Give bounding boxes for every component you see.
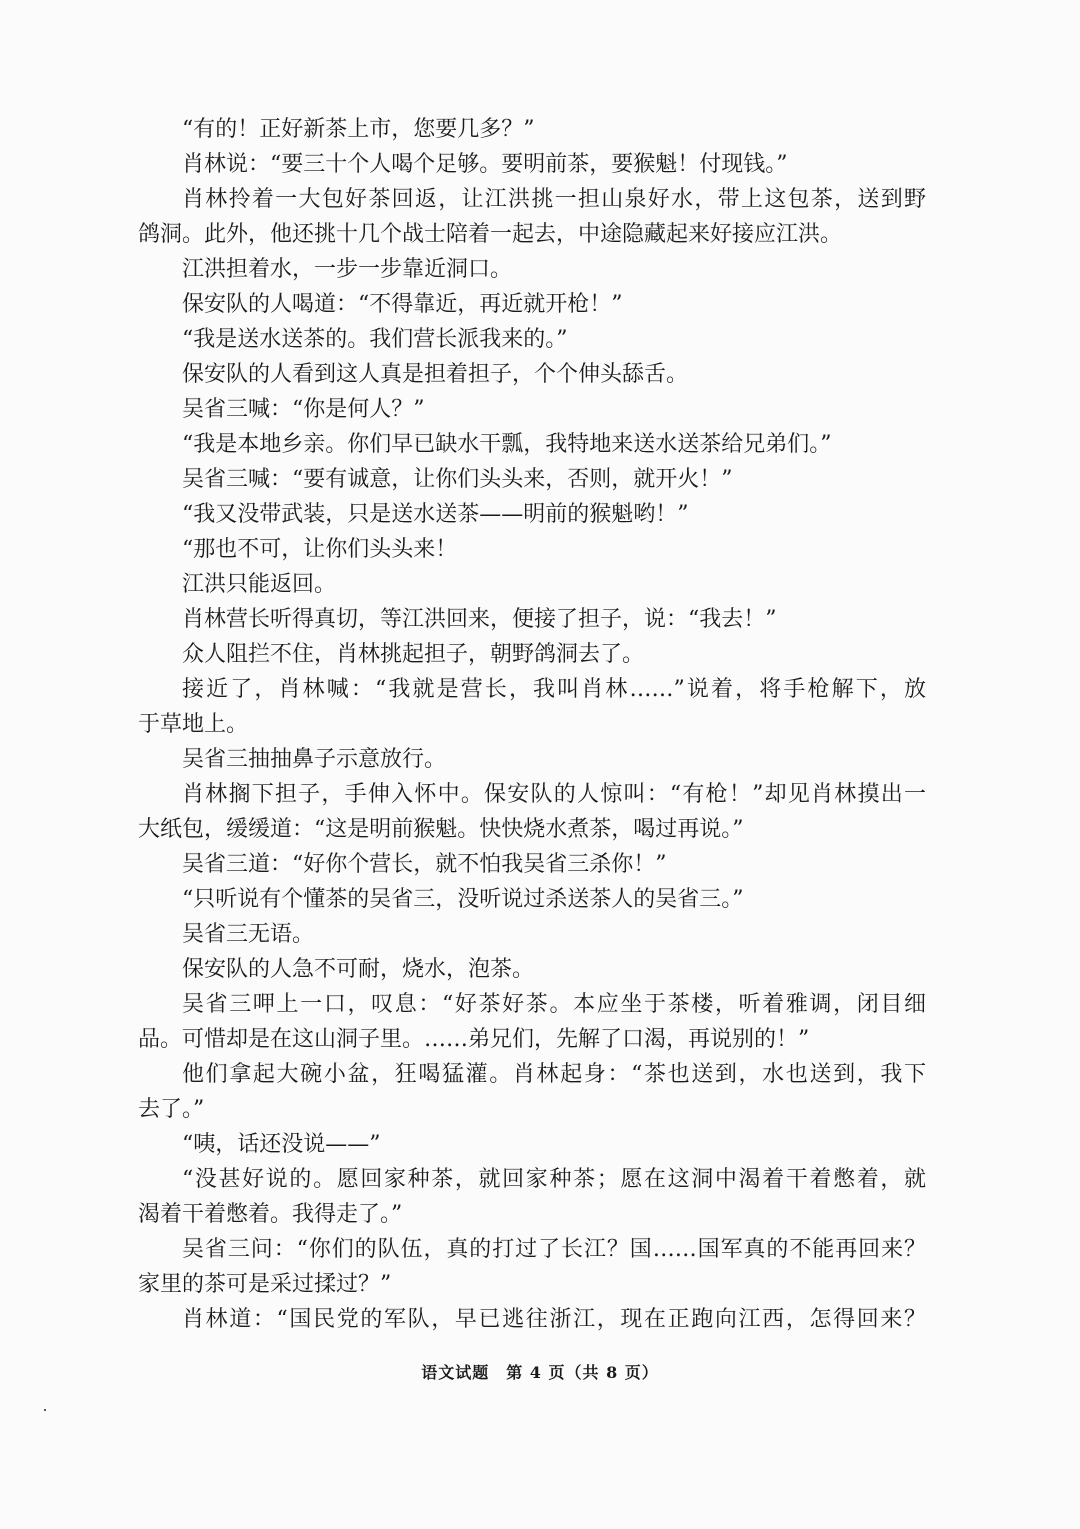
text-line: 接近了，肖林喊：“我就是营长，我叫肖林……”说着，将手枪解下，放 — [182, 677, 926, 702]
text-line: 鸽洞。此外，他还挑十几个战士陪着一起去，中途隐藏起来好接应江洪。 — [138, 222, 843, 247]
text-line: 众人阻拦不住，肖林挑起担子，朝野鸽洞去了。 — [182, 642, 645, 667]
text-line: 渴着干着憋着。我得走了。” — [138, 1202, 403, 1227]
text-line: “我是本地乡亲。你们早已缺水干瓢，我特地来送水送茶给兄弟们。” — [182, 432, 832, 457]
text-line: 吴省三抽抽鼻子示意放行。 — [182, 747, 447, 772]
text-line: 吴省三呷上一口，叹息：“好茶好茶。本应坐于茶楼，听着雅调，闭目细 — [182, 992, 926, 1017]
text-line: 肖林拎着一大包好茶回返，让江洪挑一担山泉好水，带上这包茶，送到野 — [182, 187, 926, 212]
text-line: “没甚好说的。愿回家种茶，就回家种茶；愿在这洞中渴着干着憋着，就 — [182, 1167, 926, 1192]
text-line: 保安队的人急不可耐，烧水，泡茶。 — [182, 957, 535, 982]
text-line: 江洪只能返回。 — [182, 572, 337, 597]
text-line: 吴省三无语。 — [182, 922, 315, 947]
text-line: 江洪担着水，一步一步靠近洞口。 — [182, 257, 513, 282]
text-line: “咦，话还没说——” — [182, 1132, 381, 1157]
text-line: 他们拿起大碗小盆，狂喝猛灌。肖林起身：“茶也送到，水也送到，我下 — [182, 1062, 926, 1087]
text-line: “我是送水送茶的。我们营长派我来的。” — [182, 327, 568, 352]
text-line: 肖林说：“要三十个人喝个足够。要明前茶，要猴魁！付现钱。” — [182, 152, 788, 177]
text-line: 保安队的人喝道：“不得靠近，再近就开枪！” — [182, 292, 623, 317]
text-line: 吴省三问：“你们的队伍，真的打过了长江？国……国军真的不能再回来？ — [182, 1237, 926, 1262]
text-line: “只听说有个懂茶的吴省三，没听说过杀送茶人的吴省三。” — [182, 887, 744, 912]
text-line: “有的！正好新茶上市，您要几多？” — [182, 117, 535, 142]
text-line: 品。可惜却是在这山洞子里。……弟兄们，先解了口渴，再说别的！” — [138, 1027, 810, 1052]
text-line: 肖林道：“国民党的军队，早已逃往浙江，现在正跑向江西，怎得回来？ — [182, 1307, 926, 1332]
text-line: “我又没带武装，只是送水送茶——明前的猴魁哟！” — [182, 502, 689, 527]
scan-speck — [44, 1409, 46, 1411]
text-line: 肖林营长听得真切，等江洪回来，便接了担子，说：“我去！” — [182, 607, 777, 632]
text-line: 保安队的人看到这人真是担着担子，个个伸头舔舌。 — [182, 362, 689, 387]
text-line: 肖林搁下担子，手伸入怀中。保安队的人惊叫：“有枪！”却见肖林摸出一 — [182, 782, 926, 807]
text-line: 吴省三喊：“你是何人？” — [182, 397, 425, 422]
text-line: 大纸包，缓缓道：“这是明前猴魁。快快烧水煮茶，喝过再说。” — [138, 817, 744, 842]
page-footer: 语文试题 第 4 页（共 8 页） — [421, 1363, 659, 1382]
text-line: 吴省三喊：“要有诚意，让你们头头来，否则，就开火！” — [182, 467, 733, 492]
text-line: 家里的茶可是采过揉过？” — [138, 1272, 392, 1297]
document-body — [138, 112, 926, 1337]
text-line: 去了。” — [138, 1097, 205, 1122]
text-line: 于草地上。 — [138, 712, 249, 737]
text-line: “那也不可，让你们头头来！ — [182, 537, 458, 562]
text-line: 吴省三道：“好你个营长，就不怕我吴省三杀你！” — [182, 852, 667, 877]
